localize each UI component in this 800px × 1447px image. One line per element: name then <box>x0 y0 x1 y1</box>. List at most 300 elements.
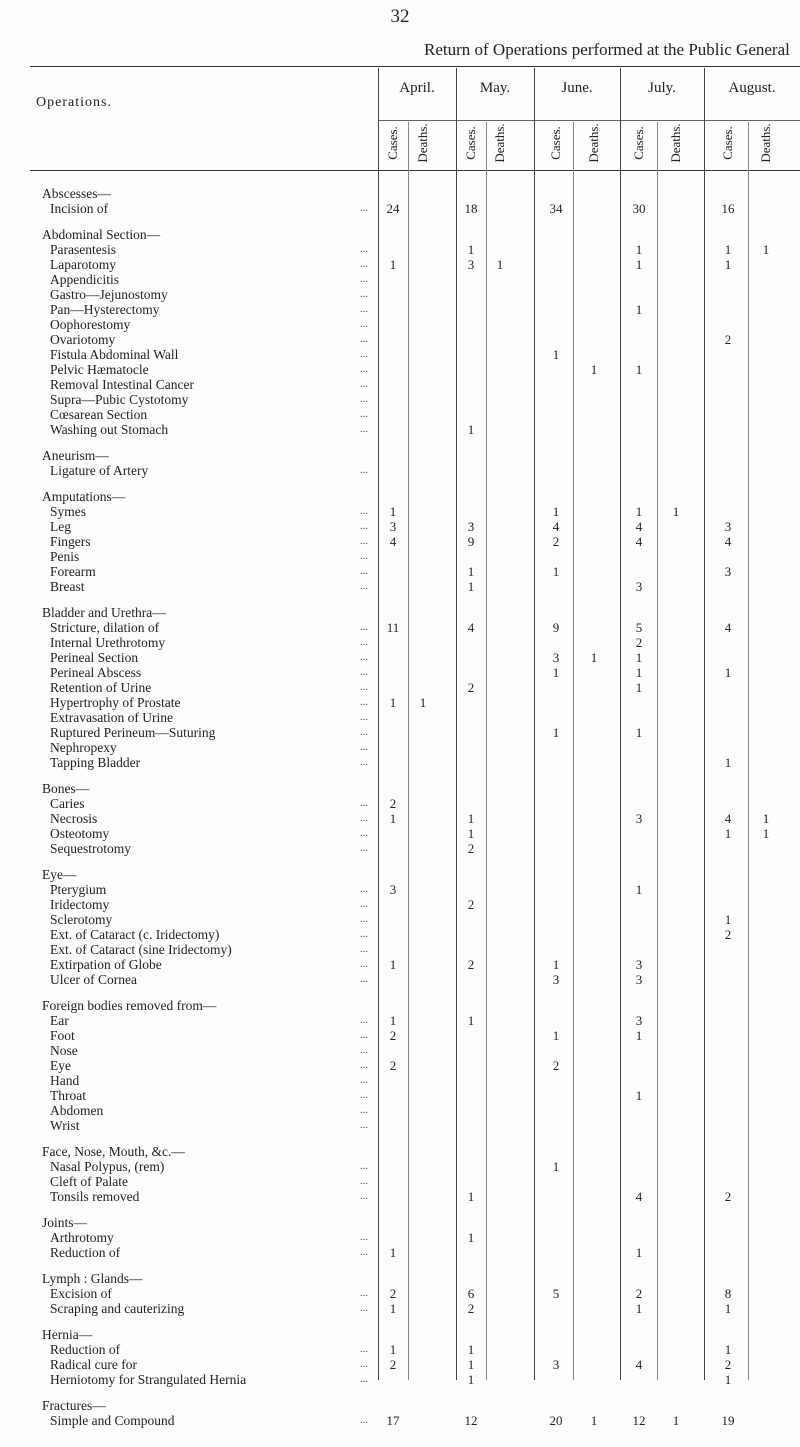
leader-dots: ... <box>360 273 369 285</box>
deaths-cell: 1 <box>762 242 770 257</box>
operation-label: Reduction of <box>50 1245 121 1260</box>
leader-dots: ... <box>360 550 369 562</box>
cases-cell: 1 <box>467 1013 475 1028</box>
cases-cell: 1 <box>552 1159 560 1174</box>
table-row <box>0 1286 800 1302</box>
section-row <box>0 227 800 243</box>
leader-dots: ... <box>360 243 369 255</box>
cases-cell: 1 <box>467 826 475 841</box>
operation-label: Excision of <box>50 1286 112 1301</box>
cases-cell: 1 <box>635 882 643 897</box>
cases-cell: 1 <box>467 579 475 594</box>
operation-label: Eye <box>50 1058 71 1073</box>
table-row <box>0 347 800 363</box>
cases-cell: 1 <box>389 957 397 972</box>
leader-dots: ... <box>360 1104 369 1116</box>
operation-label: Nasal Polypus, (rem) <box>50 1159 165 1174</box>
cases-cell: 3 <box>467 519 475 534</box>
cases-header: Cases. <box>463 126 478 160</box>
section-label: Bladder and Urethra— <box>42 605 166 620</box>
table-row <box>0 695 800 711</box>
leader-dots: ... <box>360 1119 369 1131</box>
deaths-header: Deaths. <box>415 123 430 163</box>
cases-cell: 1 <box>467 1357 475 1372</box>
cases-header: Cases. <box>385 126 400 160</box>
operation-label: Fistula Abdominal Wall <box>50 347 179 362</box>
cases-cell: 1 <box>635 257 643 272</box>
table-row <box>0 650 800 666</box>
cases-cell: 3 <box>389 882 397 897</box>
section-row <box>0 1398 800 1414</box>
deaths-cell: 1 <box>672 504 680 519</box>
cases-cell: 1 <box>552 347 560 362</box>
table-row <box>0 897 800 913</box>
table-row <box>0 942 800 958</box>
leader-dots: ... <box>360 711 369 723</box>
table-row <box>0 620 800 636</box>
cases-cell: 1 <box>635 1028 643 1043</box>
operation-label: Forearm <box>50 564 96 579</box>
cases-cell: 34 <box>549 201 563 216</box>
operation-label: Cœsarean Section <box>50 407 148 422</box>
cases-cell: 1 <box>389 1301 397 1316</box>
cases-cell: 9 <box>467 534 475 549</box>
table-top-rule <box>30 66 800 67</box>
leader-dots: ... <box>360 202 369 214</box>
operation-label: Abdomen <box>50 1103 104 1118</box>
cases-cell: 11 <box>386 620 400 635</box>
deaths-cell: 1 <box>590 650 598 665</box>
cases-cell: 2 <box>467 680 475 695</box>
table-row <box>0 1357 800 1373</box>
operation-label: Pelvic Hæmatocle <box>50 362 149 377</box>
cases-cell: 9 <box>552 620 560 635</box>
cases-cell: 1 <box>552 725 560 740</box>
table-row <box>0 665 800 681</box>
operation-label: Herniotomy for Strangulated Hernia <box>50 1372 247 1387</box>
cases-cell: 2 <box>635 1286 643 1301</box>
operation-label: Ligature of Artery <box>50 463 149 478</box>
table-row <box>0 1103 800 1119</box>
cases-cell: 2 <box>389 1286 397 1301</box>
operation-label: Caries <box>50 796 85 811</box>
table-row <box>0 1028 800 1044</box>
cases-cell: 24 <box>386 201 400 216</box>
cases-cell: 5 <box>552 1286 560 1301</box>
cases-cell: 4 <box>467 620 475 635</box>
operation-label: Hand <box>50 1073 80 1088</box>
table-row <box>0 1159 800 1175</box>
table-row <box>0 811 800 827</box>
cases-cell: 4 <box>552 519 560 534</box>
cases-cell: 1 <box>389 1342 397 1357</box>
table-row <box>0 1043 800 1059</box>
cases-cell: 8 <box>724 1286 732 1301</box>
operation-label: Tonsils removed <box>50 1189 140 1204</box>
cases-cell: 2 <box>467 841 475 856</box>
cases-cell: 1 <box>724 755 732 770</box>
leader-dots: ... <box>360 535 369 547</box>
operation-label: Ruptured Perineum—Suturing <box>50 725 216 740</box>
leader-dots: ... <box>360 288 369 300</box>
leader-dots: ... <box>360 726 369 738</box>
cases-cell: 2 <box>467 897 475 912</box>
table-row <box>0 1413 800 1429</box>
page-number: 32 <box>390 6 410 27</box>
operation-label: Retention of Urine <box>50 680 152 695</box>
section-row <box>0 867 800 883</box>
leader-dots: ... <box>360 1373 369 1385</box>
table-row <box>0 242 800 258</box>
cases-cell: 1 <box>467 1230 475 1245</box>
deaths-header: Deaths. <box>668 123 683 163</box>
cases-cell: 1 <box>635 362 643 377</box>
leader-dots: ... <box>360 1246 369 1258</box>
cases-cell: 2 <box>724 332 732 347</box>
operation-label: Incision of <box>50 201 109 216</box>
leader-dots: ... <box>360 565 369 577</box>
header-bottom-rule <box>30 170 800 171</box>
section-row <box>0 1144 800 1160</box>
cases-cell: 12 <box>632 1413 646 1428</box>
deaths-cell: 1 <box>496 257 504 272</box>
table-row <box>0 201 800 217</box>
cases-cell: 3 <box>467 257 475 272</box>
cases-cell: 2 <box>389 1058 397 1073</box>
cases-cell: 5 <box>635 620 643 635</box>
operation-label: Ext. of Cataract (c. Iridectomy) <box>50 927 220 942</box>
cases-header: Cases. <box>631 126 646 160</box>
operation-label: Throat <box>50 1088 86 1103</box>
operation-label: Ovariotomy <box>50 332 116 347</box>
operation-label: Arthrotomy <box>50 1230 114 1245</box>
cases-cell: 4 <box>635 519 643 534</box>
table-row <box>0 362 800 378</box>
leader-dots: ... <box>360 464 369 476</box>
cases-cell: 3 <box>389 519 397 534</box>
cases-cell: 1 <box>467 811 475 826</box>
leader-dots: ... <box>360 580 369 592</box>
operation-label: Appendicitis <box>50 272 119 287</box>
cases-cell: 1 <box>724 257 732 272</box>
cases-cell: 2 <box>389 796 397 811</box>
leader-dots: ... <box>360 827 369 839</box>
section-label: Face, Nose, Mouth, &c.— <box>42 1144 185 1159</box>
operation-label: Breast <box>50 579 85 594</box>
cases-cell: 2 <box>389 1357 397 1372</box>
month-header: June. <box>561 80 593 96</box>
leader-dots: ... <box>360 1231 369 1243</box>
cases-cell: 1 <box>635 1245 643 1260</box>
leader-dots: ... <box>360 756 369 768</box>
cases-cell: 1 <box>635 665 643 680</box>
table-title: Return of Operations performed at the Public General <box>424 40 790 59</box>
cases-cell: 1 <box>724 1301 732 1316</box>
operation-label: Leg <box>50 519 71 534</box>
leader-dots: ... <box>360 883 369 895</box>
table-row <box>0 972 800 988</box>
section-label: Lymph : Glands— <box>42 1271 143 1286</box>
cases-cell: 3 <box>552 650 560 665</box>
operation-label: Internal Urethrotomy <box>50 635 166 650</box>
cases-cell: 18 <box>464 201 478 216</box>
leader-dots: ... <box>360 318 369 330</box>
table-row <box>0 826 800 842</box>
leader-dots: ... <box>360 423 369 435</box>
section-row <box>0 186 800 202</box>
deaths-header: Deaths. <box>492 123 507 163</box>
table-row <box>0 1301 800 1317</box>
table-row <box>0 1073 800 1089</box>
leader-dots: ... <box>360 408 369 420</box>
month-header: July. <box>648 80 676 96</box>
cases-cell: 4 <box>724 534 732 549</box>
month-underline <box>378 120 800 121</box>
section-label: Hernia— <box>42 1327 93 1342</box>
operation-label: Penis <box>50 549 80 564</box>
leader-dots: ... <box>360 928 369 940</box>
cases-cell: 1 <box>635 1301 643 1316</box>
operation-label: Extirpation of Globe <box>50 957 162 972</box>
cases-cell: 1 <box>724 826 732 841</box>
table-row <box>0 1342 800 1358</box>
operation-label: Pan—Hysterectomy <box>50 302 160 317</box>
cases-cell: 17 <box>386 1413 400 1428</box>
table-row <box>0 302 800 318</box>
leader-dots: ... <box>360 797 369 809</box>
operation-label: Removal Intestinal Cancer <box>50 377 194 392</box>
section-row <box>0 1271 800 1287</box>
table-row <box>0 1372 800 1388</box>
leader-dots: ... <box>360 696 369 708</box>
cases-cell: 4 <box>724 620 732 635</box>
cases-cell: 4 <box>724 811 732 826</box>
cases-cell: 4 <box>635 1357 643 1372</box>
cases-cell: 19 <box>721 1413 735 1428</box>
cases-cell: 1 <box>467 1372 475 1387</box>
cases-cell: 2 <box>724 927 732 942</box>
cases-cell: 2 <box>389 1028 397 1043</box>
table-row <box>0 755 800 771</box>
table-row <box>0 534 800 550</box>
leader-dots: ... <box>360 303 369 315</box>
cases-cell: 1 <box>389 1245 397 1260</box>
table-row <box>0 1058 800 1074</box>
operation-label: Ext. of Cataract (sine Iridectomy) <box>50 942 232 957</box>
table-row <box>0 927 800 943</box>
operation-label: Oophorestomy <box>50 317 131 332</box>
operation-label: Pterygium <box>50 882 107 897</box>
cases-cell: 2 <box>724 1189 732 1204</box>
leader-dots: ... <box>360 363 369 375</box>
cases-cell: 3 <box>552 972 560 987</box>
operation-label: Sclerotomy <box>50 912 113 927</box>
table-row <box>0 1245 800 1261</box>
cases-cell: 12 <box>464 1413 478 1428</box>
table-row <box>0 392 800 408</box>
section-label: Abscesses— <box>42 186 111 201</box>
leader-dots: ... <box>360 636 369 648</box>
leader-dots: ... <box>360 1089 369 1101</box>
operation-label: Gastro—Jejunostomy <box>50 287 168 302</box>
cases-cell: 1 <box>389 504 397 519</box>
month-header: August. <box>728 80 776 96</box>
section-row <box>0 1215 800 1231</box>
operation-label: Laparotomy <box>50 257 116 272</box>
leader-dots: ... <box>360 681 369 693</box>
table-row <box>0 957 800 973</box>
table-row <box>0 1174 800 1190</box>
deaths-header: Deaths. <box>758 123 773 163</box>
table-row <box>0 882 800 898</box>
cases-cell: 3 <box>552 1357 560 1372</box>
section-row <box>0 781 800 797</box>
leader-dots: ... <box>360 973 369 985</box>
leader-dots: ... <box>360 333 369 345</box>
month-header: May. <box>479 80 511 96</box>
operation-label: Radical cure for <box>50 1357 137 1372</box>
cases-cell: 1 <box>389 695 397 710</box>
operation-label: Perineal Section <box>50 650 139 665</box>
cases-cell: 20 <box>549 1413 563 1428</box>
section-label: Abdominal Section— <box>42 227 161 242</box>
deaths-header: Deaths. <box>586 123 601 163</box>
operation-label: Symes <box>50 504 87 519</box>
leader-dots: ... <box>360 621 369 633</box>
cases-cell: 1 <box>467 1342 475 1357</box>
leader-dots: ... <box>360 520 369 532</box>
leader-dots: ... <box>360 1059 369 1071</box>
section-label: Foreign bodies removed from— <box>42 998 217 1013</box>
leader-dots: ... <box>360 1414 369 1426</box>
cases-cell: 2 <box>552 1058 560 1073</box>
operation-label: Ear <box>50 1013 69 1028</box>
deaths-cell: 1 <box>419 695 427 710</box>
cases-cell: 1 <box>467 1189 475 1204</box>
operation-label: Stricture, dilation of <box>50 620 160 635</box>
table-row <box>0 317 800 333</box>
operation-label: Reduction of <box>50 1342 121 1357</box>
leader-dots: ... <box>360 666 369 678</box>
cases-cell: 3 <box>635 972 643 987</box>
operation-label: Iridectomy <box>50 897 110 912</box>
section-row <box>0 605 800 621</box>
table-row <box>0 579 800 595</box>
table-row <box>0 1230 800 1246</box>
section-row <box>0 489 800 505</box>
cases-cell: 2 <box>467 1301 475 1316</box>
deaths-cell: 1 <box>672 1413 680 1428</box>
cases-cell: 4 <box>635 534 643 549</box>
cases-cell: 1 <box>389 1013 397 1028</box>
table-row <box>0 287 800 303</box>
cases-cell: 1 <box>635 302 643 317</box>
cases-cell: 2 <box>467 957 475 972</box>
operation-label: Tapping Bladder <box>50 755 141 770</box>
operation-label: Supra—Pubic Cystotomy <box>50 392 189 407</box>
operation-label: Perineal Abscess <box>50 665 142 680</box>
table-row <box>0 519 800 535</box>
section-row <box>0 1327 800 1343</box>
operation-label: Fingers <box>50 534 91 549</box>
cases-header: Cases. <box>720 126 735 160</box>
table-row <box>0 504 800 520</box>
cases-cell: 3 <box>635 957 643 972</box>
cases-cell: 4 <box>635 1189 643 1204</box>
table-row <box>0 710 800 726</box>
cases-cell: 1 <box>389 257 397 272</box>
operation-label: Sequestrotomy <box>50 841 131 856</box>
table-row <box>0 564 800 580</box>
operations-column-header: Operations. <box>36 95 112 110</box>
table-row <box>0 257 800 273</box>
cases-cell: 1 <box>552 665 560 680</box>
leader-dots: ... <box>360 958 369 970</box>
cases-cell: 3 <box>724 564 732 579</box>
table-row <box>0 796 800 812</box>
cases-cell: 3 <box>724 519 732 534</box>
cases-cell: 4 <box>389 534 397 549</box>
leader-dots: ... <box>360 1029 369 1041</box>
operation-label: Ulcer of Cornea <box>50 972 137 987</box>
cases-header: Cases. <box>548 126 563 160</box>
deaths-cell: 1 <box>762 811 770 826</box>
operation-label: Extravasation of Urine <box>50 710 173 725</box>
table-row <box>0 407 800 423</box>
section-label: Joints— <box>42 1215 88 1230</box>
operation-label: Nose <box>50 1043 78 1058</box>
section-row <box>0 998 800 1014</box>
table-row <box>0 1088 800 1104</box>
leader-dots: ... <box>360 943 369 955</box>
table-row <box>0 1189 800 1205</box>
leader-dots: ... <box>360 1190 369 1202</box>
table-row <box>0 740 800 756</box>
cases-cell: 1 <box>552 564 560 579</box>
deaths-cell: 1 <box>762 826 770 841</box>
cases-cell: 1 <box>552 1028 560 1043</box>
cases-cell: 1 <box>635 504 643 519</box>
operation-label: Wrist <box>50 1118 80 1133</box>
cases-cell: 1 <box>635 725 643 740</box>
operation-label: Nephropexy <box>50 740 117 755</box>
leader-dots: ... <box>360 1343 369 1355</box>
table-row <box>0 463 800 479</box>
section-label: Amputations— <box>42 489 126 504</box>
operation-label: Cleft of Palate <box>50 1174 128 1189</box>
cases-cell: 30 <box>632 201 646 216</box>
leader-dots: ... <box>360 1358 369 1370</box>
cases-cell: 1 <box>724 1372 732 1387</box>
leader-dots: ... <box>360 258 369 270</box>
leader-dots: ... <box>360 348 369 360</box>
operation-label: Simple and Compound <box>50 1413 175 1428</box>
month-header: April. <box>399 80 435 96</box>
operation-label: Foot <box>50 1028 75 1043</box>
cases-cell: 1 <box>467 242 475 257</box>
cases-cell: 2 <box>552 534 560 549</box>
leader-dots: ... <box>360 741 369 753</box>
leader-dots: ... <box>360 1044 369 1056</box>
leader-dots: ... <box>360 812 369 824</box>
section-label: Aneurism— <box>42 448 109 463</box>
table-row <box>0 377 800 393</box>
leader-dots: ... <box>360 1160 369 1172</box>
table-row <box>0 1118 800 1134</box>
table-row <box>0 725 800 741</box>
operation-label: Hypertrophy of Prostate <box>50 695 181 710</box>
section-row <box>0 448 800 464</box>
